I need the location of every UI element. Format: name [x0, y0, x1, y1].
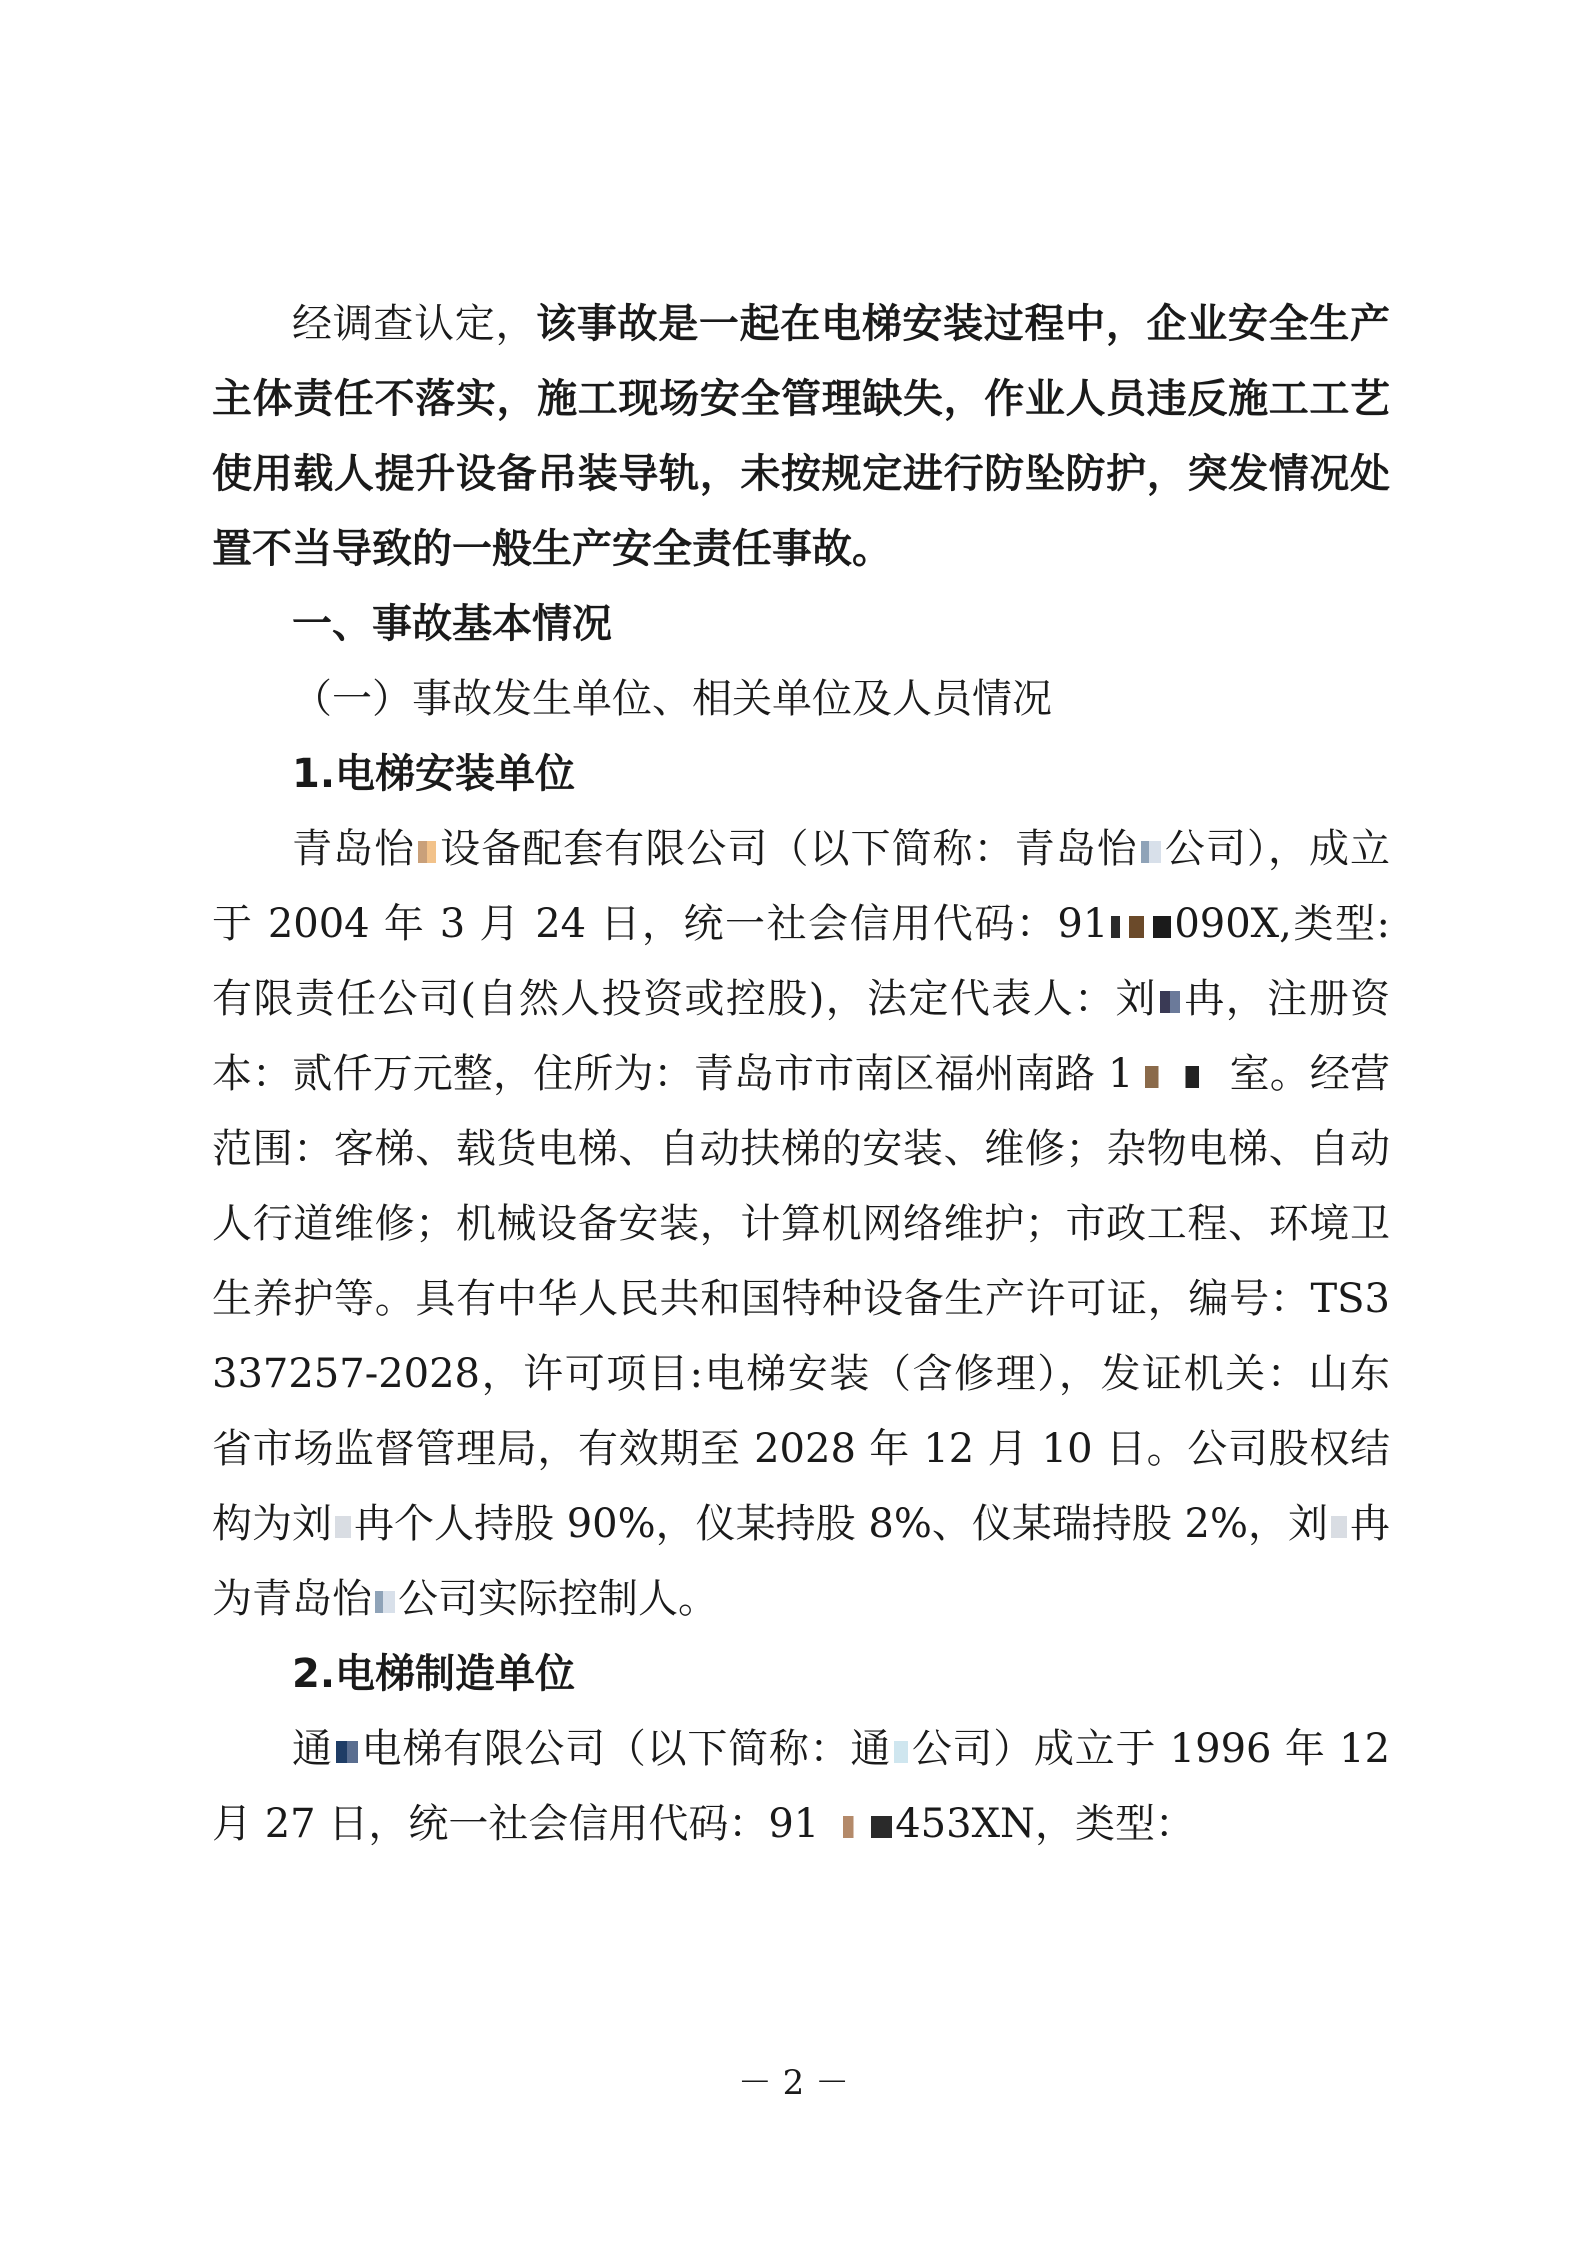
unit1-text-i: 公司实际控制人。	[398, 1576, 718, 1622]
unit1-text-f: 室。经营范围：客梯、载货电梯、自动扶梯的安装、维修；杂物电梯、自动人行道维修；机械设备安装，计算机网络维护；市政工程、环境卫生养护等。具有中华人民共和国特种设备生产许可证，编号：TS3337257-2028，许可项目:电梯安装（含修理），发证机关：山东省市场监督管理局，有效期至 2028 年 12 月 10 日。公司股权结构为刘	[212, 1051, 1391, 1547]
unit2-text-b: 电梯有限公司（以下简称：通	[360, 1726, 892, 1772]
document-body	[212, 287, 1390, 1862]
unit1-text-e: 冉，注册资本：贰仟万元整，住所为：青岛市市南区福州南路 1	[212, 976, 1390, 1097]
redaction-mask	[1111, 916, 1171, 938]
section-heading: 一、事故基本情况	[292, 601, 612, 647]
intro-conclusion: 该事故是一起在电梯安装过程中，企业安全生产主体责任不落实，施工现场安全管理缺失，作业人员违反施工工艺使用载人提升设备吊装导轨，未按规定进行防坠防护，突发情况处置不当导致的一般生产安全责任事故。	[212, 301, 1391, 572]
redaction-mask	[418, 841, 436, 863]
redaction-mask	[1136, 1066, 1226, 1088]
unit2-paragraph	[212, 1712, 1390, 1862]
unit1-text-a: 青岛怡	[292, 826, 416, 872]
unit2-text-c: 公司）成立于 1996 年 12 月 27 日，统一社会信用代码：91	[212, 1726, 1391, 1847]
unit1-heading: 1.电梯安装单位	[292, 751, 576, 797]
redaction-mask	[336, 1741, 358, 1763]
unit2-heading: 2.电梯制造单位	[292, 1651, 576, 1697]
unit1-paragraph	[212, 812, 1390, 1637]
intro-paragraph	[212, 287, 1390, 587]
redaction-mask	[1160, 991, 1180, 1013]
redaction-mask	[375, 1591, 395, 1613]
redaction-mask	[1141, 841, 1161, 863]
redaction-mask	[822, 1816, 892, 1838]
redaction-mask	[335, 1516, 351, 1538]
intro-lead: 经调查认定，	[292, 301, 537, 347]
unit2-text-d: 453XN，类型：	[895, 1801, 1196, 1847]
unit1-text-d: 090X,类型:有限责任公司(自然人投资或控股)，法定代表人：刘	[212, 901, 1390, 1022]
unit2-text-a: 通	[292, 1726, 333, 1772]
unit1-text-b: 设备配套有限公司（以下简称：青岛怡	[439, 826, 1138, 872]
unit1-text-h: 冉为青岛怡	[212, 1501, 1391, 1622]
redaction-mask	[894, 1741, 908, 1763]
redaction-mask	[1331, 1516, 1347, 1538]
page-number: － 2 －	[737, 2063, 850, 2103]
subsection-heading: （一）事故发生单位、相关单位及人员情况	[292, 676, 1052, 722]
unit1-text-c: 公司），成立于 2004 年 3 月 24 日，统一社会信用代码：91	[212, 826, 1391, 947]
unit1-text-g: 冉个人持股 90%，仪某持股 8%、仪某瑞持股 2%，刘	[354, 1501, 1329, 1547]
